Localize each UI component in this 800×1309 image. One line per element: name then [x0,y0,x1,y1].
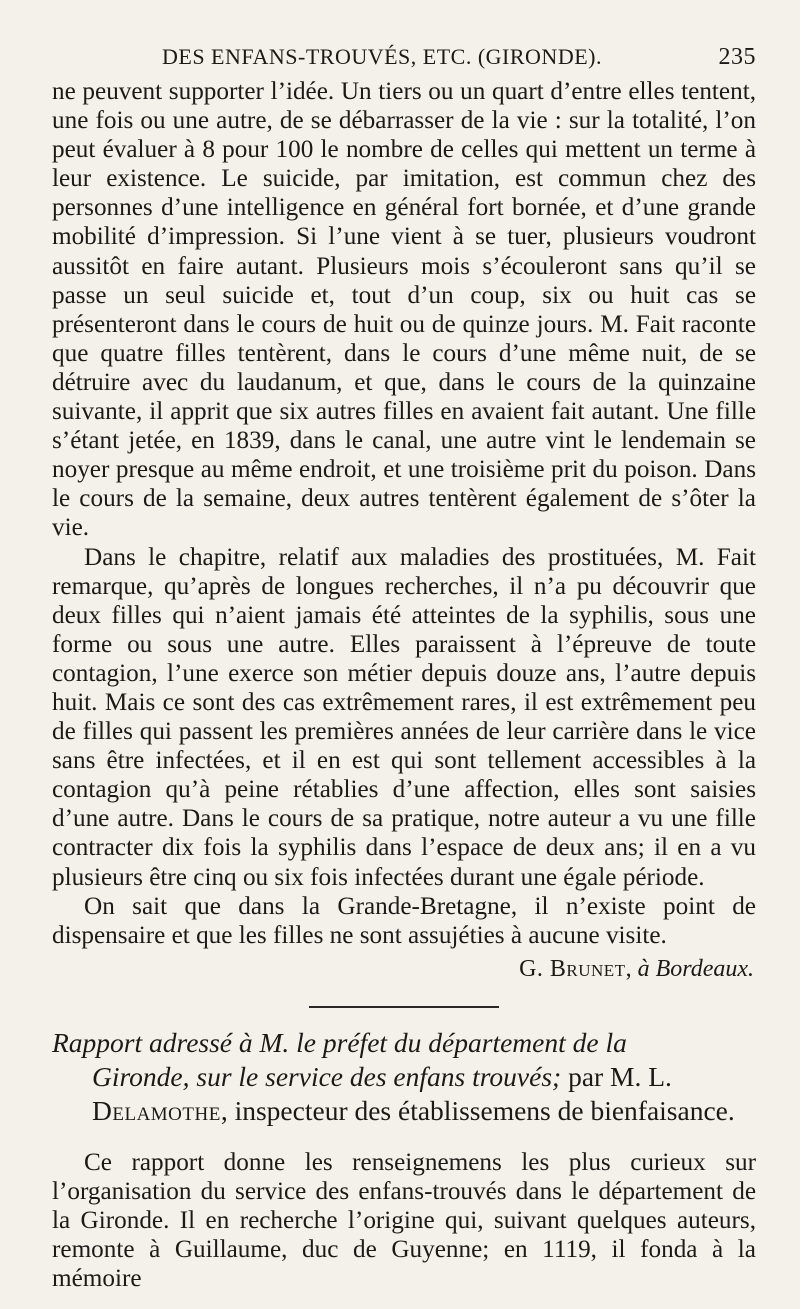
article-title-line-1: Rapport adressé à M. le préfet du département de la [52,1026,627,1058]
page-number: 235 [718,44,756,70]
article-title [52,1026,756,1128]
signature-separator: , [625,955,638,982]
main-text [52,77,756,950]
running-title: DES ENFANS-TROUVÉS, ETC. (GIRONDE). [162,44,602,69]
article-paragraph-1: Ce rapport donne les renseignemens les plus curieux sur l’organisation du service des enfans-trouvés dans le département de la Gironde. Il en recherche l’origine qui, suivant quelques auteurs, remonte à Guillaume, duc de Guyenne; en 1119, il fonda à la mémoire [52,1148,756,1293]
article-author-name: Delamothe [92,1094,221,1126]
signature-place: à Bordeaux. [637,955,754,982]
article-title-line-2: Gironde, sur le service des enfans trouvés; [92,1060,562,1092]
section-divider [309,1006,499,1008]
paragraph-3: On sait que dans la Grande-Bretagne, il n’existe point de dispensaire et que les filles ne sont assujéties à aucune visite. [52,892,756,949]
paragraph-1: ne peuvent supporter l’idée. Un tiers ou un quart d’entre elles tentent, une fois ou une autre, de se débarrasser de la vie : sur la totalité, l’on peut évaluer à 8 pour 100 le nombre de celles qui mettent un terme à leur existence. Le suicide, par imitation, est commun chez des personnes d’une intelligence en général fort bornée, et d’une grande mobilité d’impression. Si l’une vient à se tuer, plusieurs voudront aussitôt en faire autant. Plusieurs mois s’écouleront sans qu’il se passe un seul suicide et, tout d’un coup, six ou huit cas se présenteront dans le cours de huit ou de quinze jours. M. Fait raconte que quatre filles tentèrent, dans le cours d’une même nuit, de se détruire avec du laudanum, et que, dans le cours de la quinzaine suivante, il apprit que six autres filles en avaient fait autant. Une fille s’étant jetée, en 1839, dans le canal, une autre vint le lendemain se noyer presque au même endroit, et une troisième prit du poison. Dans le cours de la semaine, deux autres tentèrent également de s’ôter la vie. [52,78,756,542]
paragraph-2: Dans le chapitre, relatif aux maladies des prostituées, M. Fait remarque, qu’après de longues recherches, il n’a pu découvrir que deux filles qui n’aient jamais été atteintes de la syphilis, sous une forme ou sous une autre. Elles paraissent à l’épreuve de toute contagion, l’une exerce son métier depuis douze ans, l’autre depuis huit. Mais ce sont des cas extrêmement rares, il est extrêmement peu de filles qui passent les premières années de leur carrière dans le vice sans être infectées, et il en est qui sont tellement accessibles à la contagion qu’à peine rétablies d’une affection, elles sont saisies d’une autre. Dans le cours de sa pratique, notre auteur a vu une fille contracter dix fois la syphilis dans l’espace de deux ans; il en a vu plusieurs être cinq ou six fois infectées durant une égale période. [52,543,756,891]
article-author-role: , inspecteur des établissemens de bienfaisance. [220,1094,735,1126]
signature [52,954,754,984]
article-text [52,1148,756,1293]
running-head [52,44,756,71]
signature-name: G. Brunet [519,955,626,982]
article-title-par: par M. L. [561,1060,672,1092]
